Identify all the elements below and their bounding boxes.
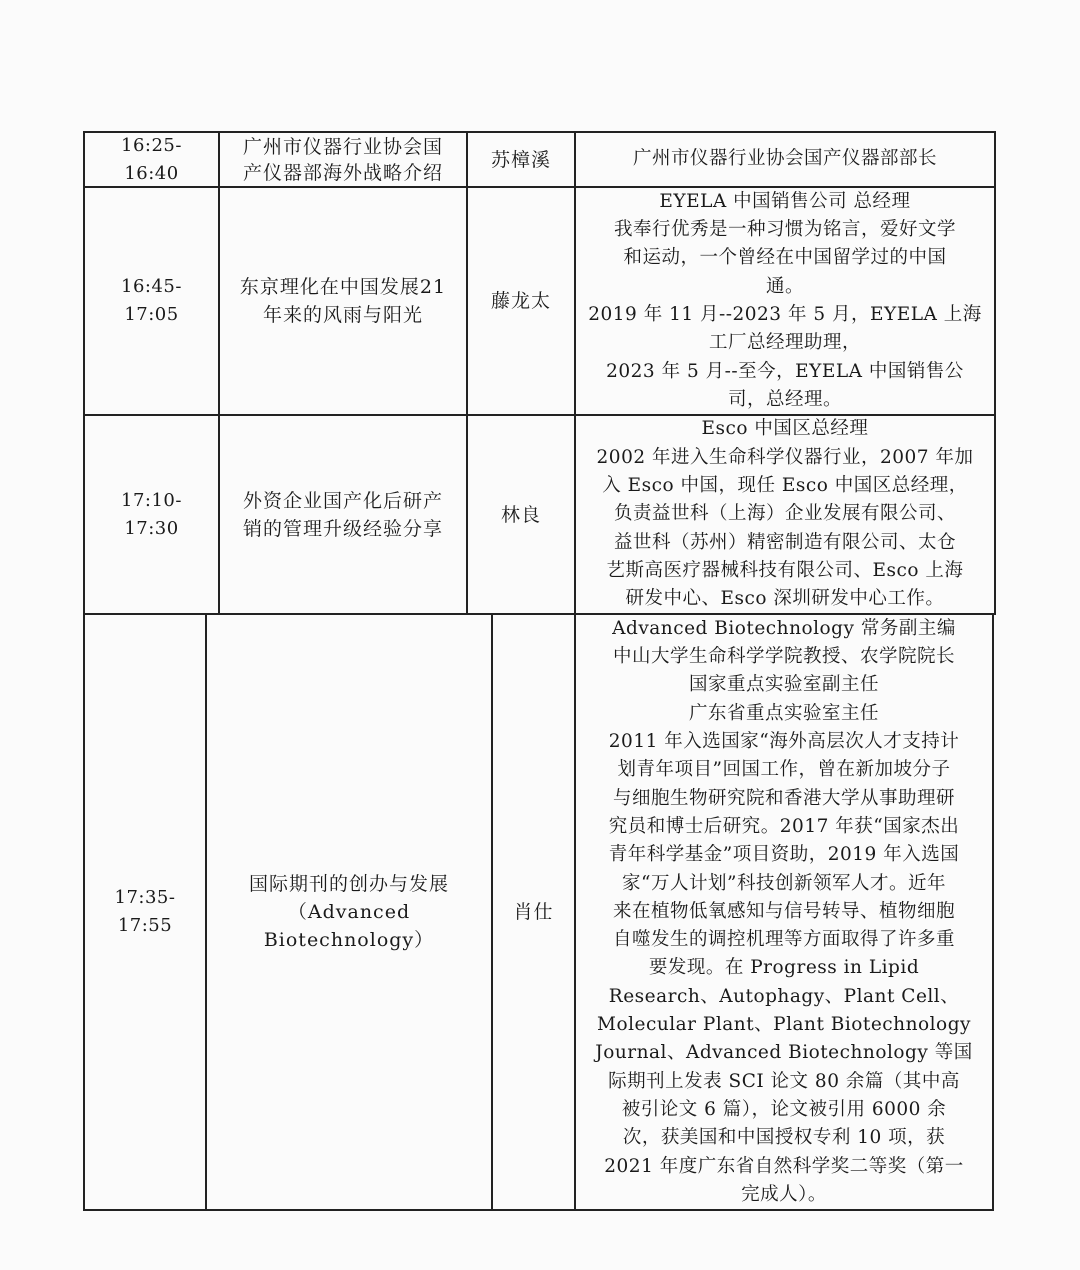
topic-cell: 东京理化在中国发展21 年来的风雨与阳光 [239,276,447,326]
schedule-row [83,613,994,1211]
speaker-cell: 藤龙太 [490,290,551,312]
schedule-row [83,186,996,416]
speaker-cell: 林良 [500,503,541,526]
schedule-row [83,414,996,615]
time-cell: 17:35- 17:55 [114,887,176,936]
bio-cell: EYELA 中国销售公司 总经理 我奉行优秀是一种习惯为铭言，爱好文学 和运动，一个曾经在中国留学过的中国 通。 2019 年 11 月--2023 年 5 月，EYELA 上海 工厂总经理助理， 2023 年 5 月--至今，EYELA 中国销售公 司，总经理。 [588,190,982,410]
topic-cell: 外资企业国产化后研产 销的管理升级经验分享 [242,489,443,540]
time-cell: 17:10-17:30 [121,489,182,539]
topic-cell: 广州市仪器行业协会国 产仪器部海外战略介绍 [242,135,443,184]
bio-cell: 广州市仪器行业协会国产仪器部部长 [632,148,937,170]
schedule-row [83,131,996,188]
time-cell: 16:45-17:05 [121,276,182,325]
bio-cell: Advanced Biotechnology 常务副主编 中山大学生命科学学院教授、农学院院长 国家重点实验室副主任 广东省重点实验室主任 2011 年入选国家“海外高层次人才支持计 划青年项目”回国工作，曾在新加坡分子 与细胞生物研究院和香港大学从事助理研 究员和博士后研究。2017 年获“国家杰出 青年科学基金”项目资助，2019 年入选国 家“万人计划”科技创新领军人才。近年 来在植物低氧感知与信号转导、植物细胞 自噬发生的调控机理等方面取得了许多重 要发现。在 Progress in Lipid Research、Autophagy、Plant Cell、 Molecular Plant、Plant Biotechnology Journal、Advanced Biotechnology 等国 际期刊上发表 SCI 论文 80 余篇（其中高 被引论文 6 篇），论文被引用 6000 余 次，获美国和中国授权专利 10 项，获 2021 年度广东省自然科学奖二等奖（第一 完成人）。 [595,617,973,1205]
bio-cell: Esco 中国区总经理 2002 年进入生命科学仪器行业，2007 年加 入 Esco 中国，现任 Esco 中国区总经理， 负责益世科（上海）企业发展有限公司、 益世科（苏州）精密制造有限公司、太仓 艺斯高医疗器械科技有限公司、Esco 上海 研发中心、Esco 深圳研发中心工作。 [596,418,974,610]
speaker-cell: 肖仕 [513,901,554,923]
speaker-cell: 苏樟溪 [490,148,551,171]
topic-cell: 国际期刊的创办与发展 （Advanced Biotechnology） [248,873,449,951]
time-cell: 16:25-16:40 [121,134,182,184]
